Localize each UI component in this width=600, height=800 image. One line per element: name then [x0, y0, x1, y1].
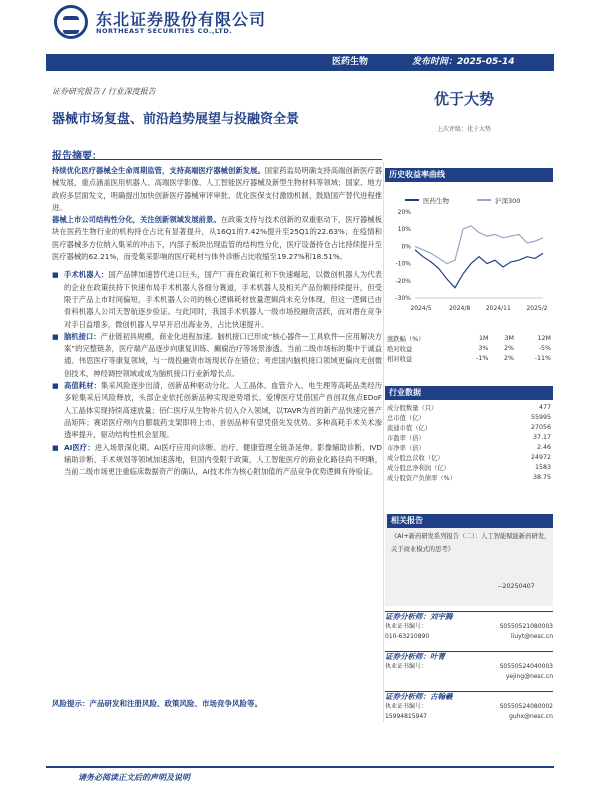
return-chart [385, 186, 553, 321]
summary-body [52, 165, 382, 478]
stats-table-wrap [385, 402, 553, 482]
analyst-email[interactable]: liuyt@nesc.cn [511, 633, 553, 640]
table-cell: 27056 [530, 423, 551, 431]
y-tick-label: 20% [397, 209, 411, 216]
analyst-contact-row [385, 712, 553, 722]
x-tick-label: 2024/11 [485, 305, 511, 312]
table-header-row [385, 333, 553, 343]
related-report-link[interactable]: 《AI+新药研发系列报告（二）：人工智能赋能新药研发，关于商业模式的思考》 [391, 533, 551, 553]
table-row [385, 472, 553, 482]
company-name-cn: 东北证券股份有限公司 [96, 10, 267, 29]
bullet-lead: 脑机接口： [64, 331, 101, 341]
table-cell: 成分股总净利润（亿） [387, 464, 450, 472]
bullet-item [52, 442, 382, 479]
risk-warning: 风险提示：产品研发和注册风险、政策风险、市场竞争风险等。 [52, 699, 262, 708]
sector-label: 医药生物 [331, 57, 368, 67]
analyst-name: 证券分析师：古翰羲 [385, 692, 453, 701]
x-tick-label: 2024/5 [410, 305, 432, 312]
table-cell: -5% [538, 344, 551, 352]
table-cell: -1% [476, 354, 489, 362]
return-chart-svg [385, 186, 553, 321]
paragraph-lead: 持续优化医疗器械全生命周期监管，支持高端医疗器械创新发展。 [52, 166, 265, 175]
company-logo-icon [54, 5, 88, 39]
table-row [385, 462, 553, 472]
table-cell: 市盈率（倍） [387, 434, 425, 442]
table-row [385, 412, 553, 422]
publish-time: 发布时间：2025-05-14 [412, 57, 515, 67]
analyst-card [385, 691, 553, 722]
table-row [385, 353, 553, 363]
chart-section-title: 历史收益率曲线 [385, 168, 553, 182]
table-cell: 1583 [534, 463, 551, 471]
y-tick-label: -30% [395, 295, 411, 302]
table-row [385, 422, 553, 432]
table-cell: 流通市值（亿） [387, 424, 432, 432]
table-cell: 2.46 [536, 443, 551, 451]
table-header-cell: 3M [504, 334, 514, 342]
bullet-lead: AI医疗： [64, 442, 95, 452]
analyst-phone: 010-63210890 [385, 633, 430, 640]
table-cell: 成分股数量（只） [387, 404, 438, 412]
stats-section-title: 行业数据 [385, 386, 553, 400]
table-cell: 成分股资产负债率（%） [387, 474, 456, 482]
table-cell: 总市值（亿） [387, 414, 425, 422]
bullet-lead: 手术机器人： [64, 270, 109, 280]
table-cell: 24972 [530, 453, 551, 461]
bullet-item [52, 331, 382, 380]
returns-table [385, 333, 553, 363]
table-cell: 55995 [530, 413, 551, 421]
analyst-cert-row [385, 622, 553, 632]
table-row [385, 343, 553, 353]
x-tick-label: 2024/8 [449, 305, 471, 312]
bullet-lead: 高值耗材： [64, 381, 101, 391]
cert-label: 执业证书编号： [385, 703, 428, 710]
analyst-phone: 15994815947 [385, 713, 427, 720]
analyst-card [385, 651, 553, 682]
table-cell: 绝对收益 [387, 345, 413, 353]
summary-heading: 报告摘要： [52, 151, 102, 162]
report-title: 器械市场复盘、前沿趋势展望与投融资全景 [52, 112, 300, 127]
table-cell: 2% [503, 344, 514, 352]
table-cell: 成分股总营收（亿） [387, 454, 444, 462]
y-tick-label: 0% [401, 243, 411, 251]
footer-divider [46, 766, 554, 768]
analyst-card [385, 611, 553, 642]
report-category: 证券研究报告 / 行业深度报告 [52, 87, 156, 96]
bullet-text: 进入场景深化期。AI医疗应用向诊断、治疗、健康管理全链条延伸。影像辅助诊断、IVD辅助诊断、手术规划等领域加速落地，但国内受限于政策，人工智能医疗的商业化路径尚不明晰，当前二级市场更注重临床数据资产的确认，AI技术作为核心附加值的产品竞争优势逻辑有待验证。 [64, 442, 382, 477]
legend-label: 沪深300 [495, 197, 521, 205]
cert-number: S0550524040003 [499, 663, 553, 670]
table-cell: 2% [503, 354, 514, 362]
table-cell: 市净率（倍） [387, 444, 425, 452]
returns-table-wrap [385, 333, 553, 363]
table-cell: 38.75 [532, 473, 551, 481]
table-cell: -11% [534, 354, 551, 362]
bullet-text: 国产品牌加速替代进口巨头，国产厂商在政策红利下快速崛起，以微创机器人为代表的企业在政策扶持下快速布局手术机器人各细分赛道，手术机器人及相关产品份额持续提升，但受限于产品上市时间偏短，手术机器人公司的核心逻辑耗材放量逻辑尚未充分体现，但这一逻辑已由骨科机器人公司天智航逐步验证。与此同时，我国手术机器人一级市场投融资活跃，而对潜在竞争对手日益增多，微创机器人早早开启出海业务，占比快速提升。 [64, 270, 383, 329]
table-row [385, 442, 553, 452]
table-header-cell: 涨跌幅（%） [387, 335, 425, 343]
rating: 优于大势 [434, 90, 495, 108]
cert-number: S0550521080003 [499, 623, 553, 630]
y-tick-label: 10% [397, 226, 411, 234]
summary-paragraph-2 [52, 214, 382, 263]
x-tick-label: 2025/2 [526, 305, 548, 312]
bullet-item [52, 380, 382, 441]
company-name-en: NORTHEAST SECURITIES CO.,LTD. [96, 27, 233, 35]
previous-rating: 上次评级：优于大势 [437, 126, 492, 133]
paragraph-text: 在政策支持与技术创新的双重驱动下，医疗器械板块在医药生物行业的机构持仓占比有显著提升，从16Q1的7.42%提升至25Q1的22.63%；在疫情和医疗器械多方位纳入集采的冲击下，内部子板块出现监管的结构性分化，医疗设备持仓占比持续提升至医疗器械的62.21%，而受集采影响的医疗耗材与体外诊断占比收缩至19.27%和18.51%。 [52, 215, 383, 262]
table-cell: 477 [538, 403, 551, 411]
stats-table [385, 402, 553, 482]
related-report-date: --20250407 [498, 583, 535, 590]
table-header-cell: 1M [478, 334, 489, 342]
analyst-contact-row [385, 672, 553, 682]
bullet-text: 产业链初具规模，商业化进程加速。脑机接口已形成“核心器件—工具软件—应用解决方案”的完整链条，医疗端产品逐步向康复训练、癫痫治疗等场景渗透。当前二级市场标的集中于诚益通、伟思医疗等康复领域，与一级投融资市场现状存在错位；考虑国内脑机接口领域更偏向无创微创技术，神经调控领域或成为脑机接口行业新增长点。 [64, 331, 383, 378]
summary-paragraph-1 [52, 165, 382, 214]
analyst-email[interactable]: yejing@nesc.cn [505, 673, 553, 680]
footer-disclaimer: 请务必阅读正文后的声明及说明 [78, 773, 190, 782]
y-tick-label: -10% [395, 260, 411, 268]
cert-label: 执业证书编号： [385, 663, 428, 670]
analyst-contact-row [385, 632, 553, 642]
table-row [385, 402, 553, 412]
cert-label: 执业证书编号： [385, 623, 428, 630]
legend-label: 医药生物 [423, 197, 449, 205]
table-cell: 3% [478, 344, 489, 352]
divider [52, 159, 382, 160]
analyst-email[interactable]: guhx@nesc.cn [509, 713, 553, 720]
bullet-item [52, 269, 382, 330]
table-row [385, 432, 553, 442]
table-row [385, 452, 553, 462]
y-tick-label: -20% [395, 277, 411, 285]
analyst-cert-row [385, 702, 553, 712]
paragraph-lead: 器械上市公司结构性分化，关注创新领域发展前景。 [52, 215, 221, 225]
column-divider [383, 162, 384, 722]
bullet-text: 集采风险逐步出清，创新品种驱动分化。人工晶体、血管介入、电生理等高耗品类经历多轮集采后风险释放，头部企业依托创新品种实现逆势增长。爱博医疗凭借国产首创双焦点EDoF人工晶体实现持续高速放量；佰仁医疗从生物补片切入介入领域，以TAVR为首的新产品快速完善产品矩阵；赛诺医疗颅内自膨载药支架即将上市，首创品种有望凭借先发优势。多种高耗手术关术渗透率提升，驱动结构性机会显现。 [64, 381, 383, 440]
analyst-name: 证券分析师：刘宇腾 [385, 612, 453, 621]
cert-number: S0550524080002 [499, 703, 553, 710]
paragraph-text: 国家药监局明确支持高端创新医疗器械发展，重点涵盖医用机器人、高端医学影像、人工智能医疗器械及新型生物材料等领域；国家、地方政府多层面发文，明确提出加快创新医疗器械审评审批、优化医保支付激励机制、鼓励国产替代进程推进。 [52, 166, 383, 212]
analyst-cert-row [385, 662, 553, 672]
table-cell: 相对收益 [387, 355, 413, 363]
related-section-title: 相关报告 [387, 514, 553, 528]
analyst-name: 证券分析师：叶菁 [385, 652, 445, 661]
table-cell: 37.17 [532, 433, 551, 441]
table-header-cell: 12M [537, 334, 551, 342]
